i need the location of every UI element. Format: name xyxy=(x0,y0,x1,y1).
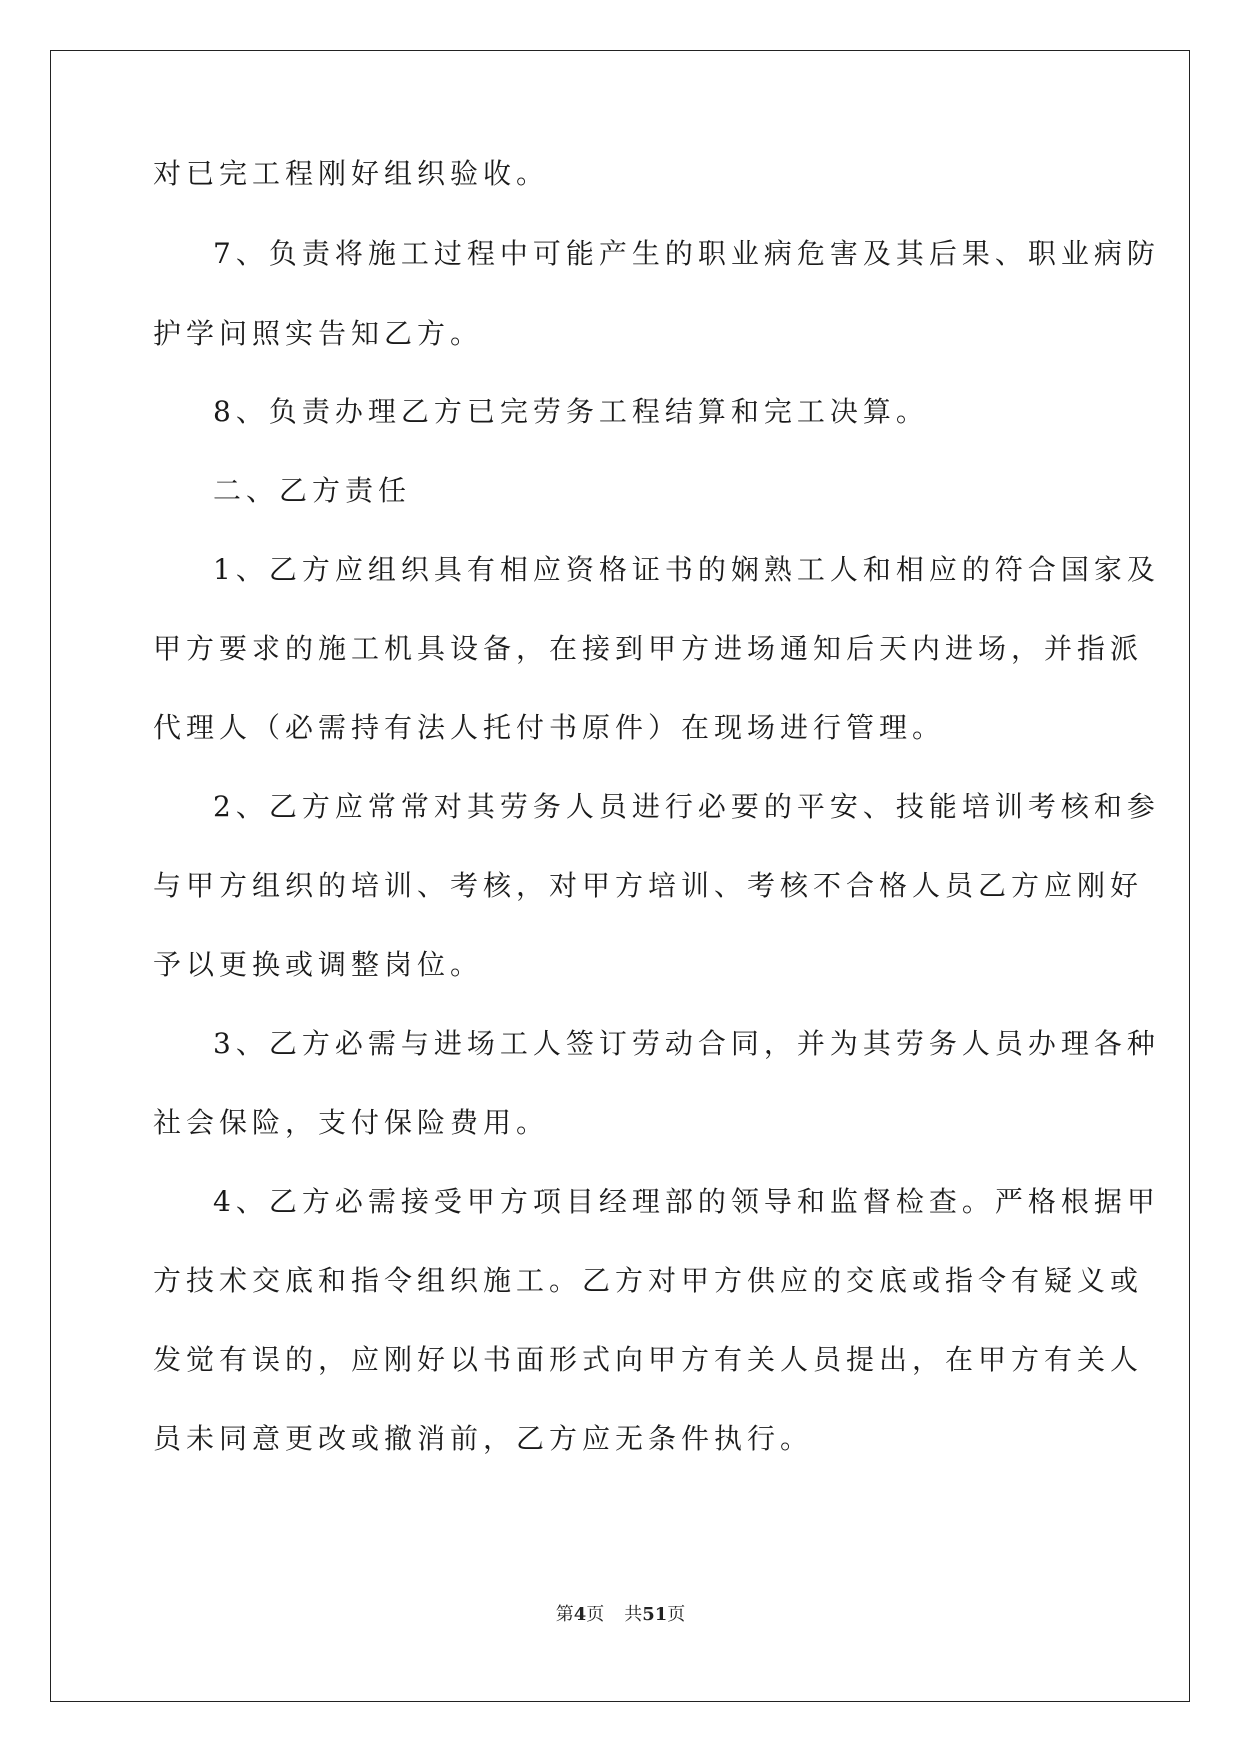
paragraph-line: 予以更换或调整岗位。 xyxy=(153,948,484,981)
section-heading: 二、乙方责任 xyxy=(213,474,412,507)
paragraph-line: 护学问照实告知乙方。 xyxy=(153,317,484,350)
page-number: 4 xyxy=(573,1604,587,1625)
paragraph-line: 1、乙方应组织具有相应资格证书的娴熟工人和相应的符合国家及 xyxy=(213,553,1160,586)
paragraph-line: 发觉有误的，应刚好以书面形式向甲方有关人员提出，在甲方有关人 xyxy=(153,1343,1144,1376)
paragraph-line: 方技术交底和指令组织施工。乙方对甲方供应的交底或指令有疑义或 xyxy=(153,1264,1144,1297)
paragraph-line: 社会保险，支付保险费用。 xyxy=(153,1106,550,1139)
paragraph-line: 甲方要求的施工机具设备，在接到甲方进场通知后天内进场，并指派 xyxy=(153,632,1144,665)
paragraph-line: 员未同意更改或撤消前，乙方应无条件执行。 xyxy=(153,1422,814,1455)
paragraph-line: 2、乙方应常常对其劳务人员进行必要的平安、技能培训考核和参 xyxy=(213,790,1160,823)
total-pages: 51 xyxy=(642,1604,668,1625)
page-prefix: 第 xyxy=(555,1604,574,1625)
total-prefix: 共 xyxy=(624,1604,643,1625)
paragraph-line: 4、乙方必需接受甲方项目经理部的领导和监督检查。严格根据甲 xyxy=(213,1185,1160,1218)
paragraph-line: 7、负责将施工过程中可能产生的职业病危害及其后果、职业病防 xyxy=(213,237,1160,270)
paragraph-line: 对已完工程刚好组织验收。 xyxy=(153,157,550,190)
page-footer xyxy=(0,1600,1241,1626)
paragraph-line: 8、负责办理乙方已完劳务工程结算和完工决算。 xyxy=(213,395,929,428)
page-suffix: 页 xyxy=(586,1604,605,1625)
paragraph-line: 代理人（必需持有法人托付书原件）在现场进行管理。 xyxy=(153,711,946,744)
paragraph-line: 与甲方组织的培训、考核，对甲方培训、考核不合格人员乙方应刚好 xyxy=(153,869,1144,902)
total-suffix: 页 xyxy=(667,1604,686,1625)
paragraph-line: 3、乙方必需与进场工人签订劳动合同，并为其劳务人员办理各种 xyxy=(213,1027,1160,1060)
